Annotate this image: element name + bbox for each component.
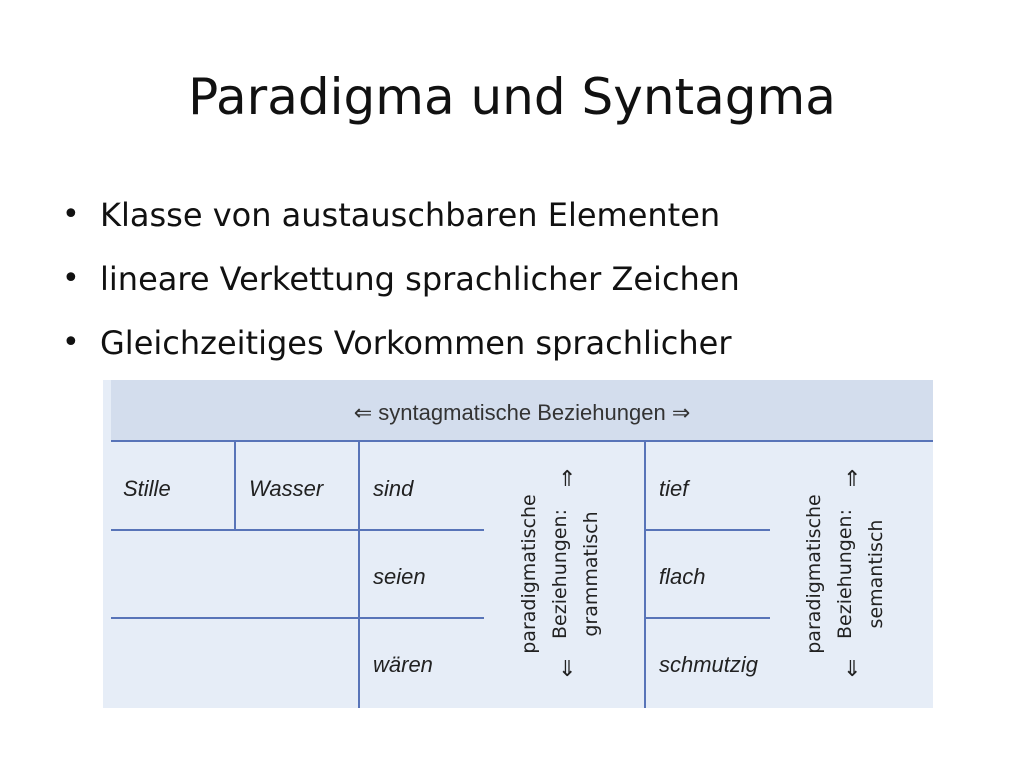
- label-grammatical: [514, 474, 624, 674]
- figure-header: ⇐ syntagmatische Beziehungen ⇒: [111, 380, 933, 442]
- label-semantic: [799, 474, 909, 674]
- label-line: semantisch: [865, 519, 887, 629]
- bullet-item: [62, 256, 740, 320]
- cell-verb: seien: [373, 564, 426, 589]
- column-divider: [358, 441, 360, 708]
- label-line: grammatisch: [580, 511, 602, 637]
- arrow-up-icon: ⇑: [558, 466, 577, 491]
- paradigm-syntagm-figure: [103, 380, 933, 708]
- cell-adjective: schmutzig: [659, 652, 759, 677]
- cell-adjective: flach: [659, 564, 706, 589]
- bullet-dot-icon: •: [62, 261, 80, 296]
- arrow-up-icon: ⇑: [843, 466, 862, 491]
- arrow-down-icon: ⇓: [558, 656, 577, 681]
- label-line: paradigmatische: [803, 494, 825, 654]
- cell-adjective: tief: [659, 476, 689, 501]
- row-divider: [646, 617, 770, 619]
- bullet-text: lineare Verkettung sprachlicher Zeichen: [100, 260, 740, 298]
- cell-verb: sind: [373, 476, 414, 501]
- cell-stille: Stille: [123, 476, 171, 501]
- arrow-down-icon: ⇓: [843, 656, 862, 681]
- bullet-dot-icon: •: [62, 325, 80, 360]
- bullet-list: [62, 192, 740, 384]
- column-divider: [234, 441, 236, 529]
- row-divider: [111, 529, 484, 531]
- bullet-item: [62, 320, 740, 384]
- bullet-text: Klasse von austauschbaren Elementen: [100, 196, 721, 234]
- label-line: paradigmatische: [518, 494, 540, 654]
- bullet-dot-icon: •: [62, 197, 80, 232]
- slide-title: Paradigma und Syntagma: [188, 68, 836, 126]
- label-line: Beziehungen:: [549, 509, 571, 639]
- cell-wasser: Wasser: [249, 476, 324, 501]
- column-divider: [644, 441, 646, 708]
- bullet-item: [62, 192, 740, 256]
- row-divider: [111, 617, 484, 619]
- cell-verb: wären: [373, 652, 433, 677]
- label-line: Beziehungen:: [834, 509, 856, 639]
- row-divider: [646, 529, 770, 531]
- bullet-text: Gleichzeitiges Vorkommen sprachlicher: [100, 324, 732, 362]
